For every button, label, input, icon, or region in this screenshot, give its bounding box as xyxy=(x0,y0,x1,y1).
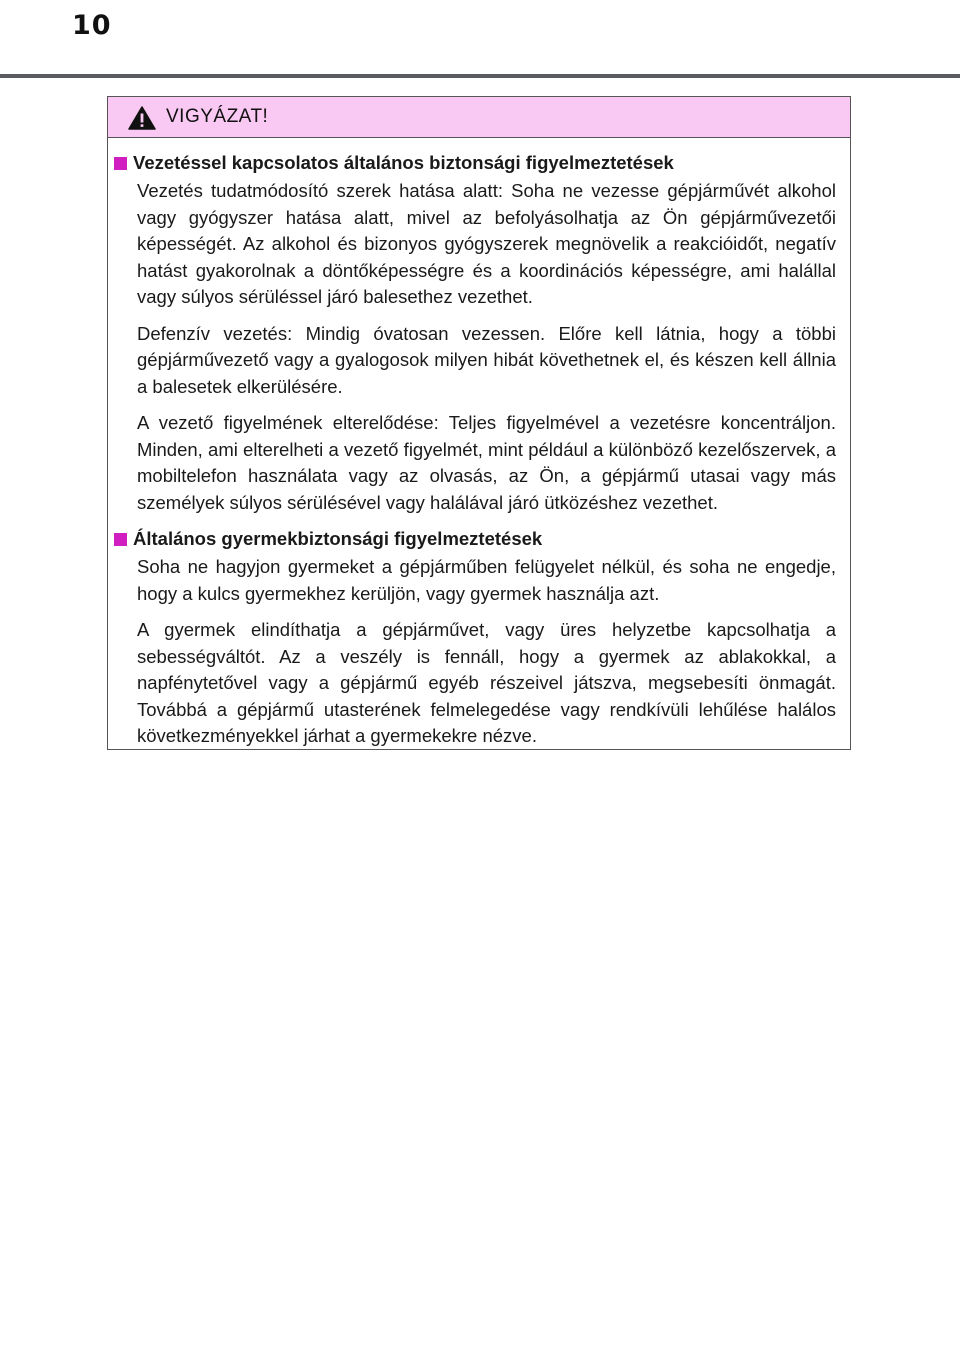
square-bullet-icon xyxy=(114,157,127,170)
section-heading xyxy=(114,526,836,552)
caution-title: VIGYÁZAT! xyxy=(166,106,269,127)
section-child-safety xyxy=(114,526,836,750)
paragraph-driver-distraction: A vezető figyelmének elterelődése: Teljes figyelmével a vezetésre koncentráljon. Minden, ami elterelheti a vezető figyelmét, mint például a különböző kezelőszervek, a mobiltelefon használata vagy az olvasás, az Ön, a gépjármű utasai vagy más személyek súlyos sérülésével vagy halálával járó ütközéshez vezethet. xyxy=(137,412,836,513)
square-bullet-icon xyxy=(114,533,127,546)
paragraph-unattended-child: Soha ne hagyjon gyermeket a gépjárműben felügyelet nélkül, és soha ne engedje, hogy a kulcs gyermekhez kerüljön, vagy gyermek használja azt. xyxy=(137,556,836,604)
section-driving-safety xyxy=(114,150,836,516)
page-number: 10 xyxy=(72,10,112,41)
paragraph-impaired-driving: Vezetés tudatmódosító szerek hatása alatt: Soha ne vezesse gépjárművét alkohol vagy gyógyszer hatása alatt, mivel az befolyásolhatja az Ön gépjárművezetői képességét. Az alkohol és bizonyos gyógyszerek megnövelik a reakcióidőt, negatív hatást gyakorolnak a döntőképességre és a koordinációs képességre, ami halállal vagy súlyos sérüléssel járó balesethez vezethet. xyxy=(137,180,836,307)
caution-box xyxy=(107,96,851,750)
paragraph-child-hazards: A gyermek elindíthatja a gépjárművet, vagy üres helyzetbe kapcsolhatja a sebességváltót. Az a veszély is fennáll, hogy a gyermek az ablakokkal, a napfénytetővel vagy a gépjármű egyéb részeivel játszva, megsebesíti önmagát. Továbbá a gépjármű utasterének felmelegedése vagy rendkívüli lehűlése halálos következményekkel járhat a gyermekekre nézve. xyxy=(137,619,836,746)
section-heading-text: Általános gyermekbiztonsági figyelmeztetések xyxy=(133,528,543,549)
caution-body xyxy=(108,138,850,750)
section-heading-text: Vezetéssel kapcsolatos általános biztonsági figyelmeztetések xyxy=(133,152,674,173)
paragraph-defensive-driving: Defenzív vezetés: Mindig óvatosan vezessen. Előre kell látnia, hogy a többi gépjárművezető vagy a gyalogosok milyen hibát követhetnek el, és készen kell állnia a balesetek elkerülésére. xyxy=(137,322,836,397)
header-rule xyxy=(0,74,960,78)
warning-icon xyxy=(128,106,156,130)
section-heading xyxy=(114,150,836,176)
caution-header xyxy=(108,97,850,138)
